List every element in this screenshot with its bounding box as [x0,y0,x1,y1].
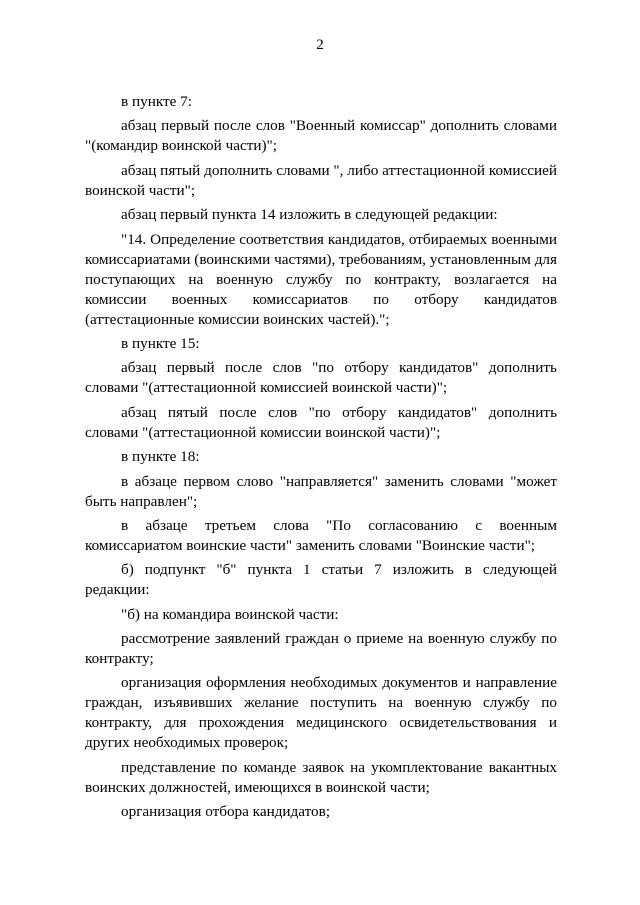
paragraph-13: "б) на командира воинской части: [121,605,339,623]
paragraph-1: в пункте 7: [121,93,192,110]
document-body [85,92,557,827]
paragraph-10: в абзаце первом слово "направляется" заменить словами "может быть направлен"; [85,472,557,510]
page-number: 2 [316,37,324,53]
paragraph-14: рассмотрение заявлений граждан о приеме на военную службу по контракту; [85,630,557,668]
paragraph-7: абзац первый после слов "по отбору кандидатов" дополнить словами "(аттестационной комиссией воинской части)"; [85,359,557,397]
paragraph-2: абзац первый после слов "Военный комиссар" дополнить словами "(командир воинской части)"; [85,117,557,155]
paragraph-15: организация оформления необходимых документов и направление граждан, изъявивших желание поступить на военную службу по контракту, для прохождения медицинского освидетельствования и других необходимых проверок; [85,674,557,752]
paragraph-16: представление по команде заявок на укомплектование вакантных воинских должностей, имеющихся в воинской части; [85,758,557,796]
paragraph-6: в пункте 15: [121,334,200,352]
paragraph-11: в абзаце третьем слова "По согласованию с военным комиссариатом воинские части" заменить словами "Воинские части"; [85,516,557,554]
paragraph-9: в пункте 18: [121,448,200,466]
paragraph-5: "14. Определение соответствия кандидатов, отбираемых военными комиссариатами (воинскими частями), требованиям, установленным для поступающих на военную службу по контракту, возлагается на комиссии военных комиссариатов по отбору кандидатов (аттестационные комиссии воинских частей)."; [85,230,557,328]
paragraph-17: организация отбора кандидатов; [121,803,331,821]
paragraph-3: абзац пятый дополнить словами ", либо аттестационной комиссией воинской части"; [85,161,557,199]
paragraph-4: абзац первый пункта 14 изложить в следующей редакции: [121,206,498,224]
paragraph-8: абзац пятый после слов "по отбору кандидатов" дополнить словами "(аттестационной комиссии воинской части)"; [85,403,557,441]
paragraph-12: б) подпункт "б" пункта 1 статьи 7 изложить в следующей редакции: [85,561,557,599]
